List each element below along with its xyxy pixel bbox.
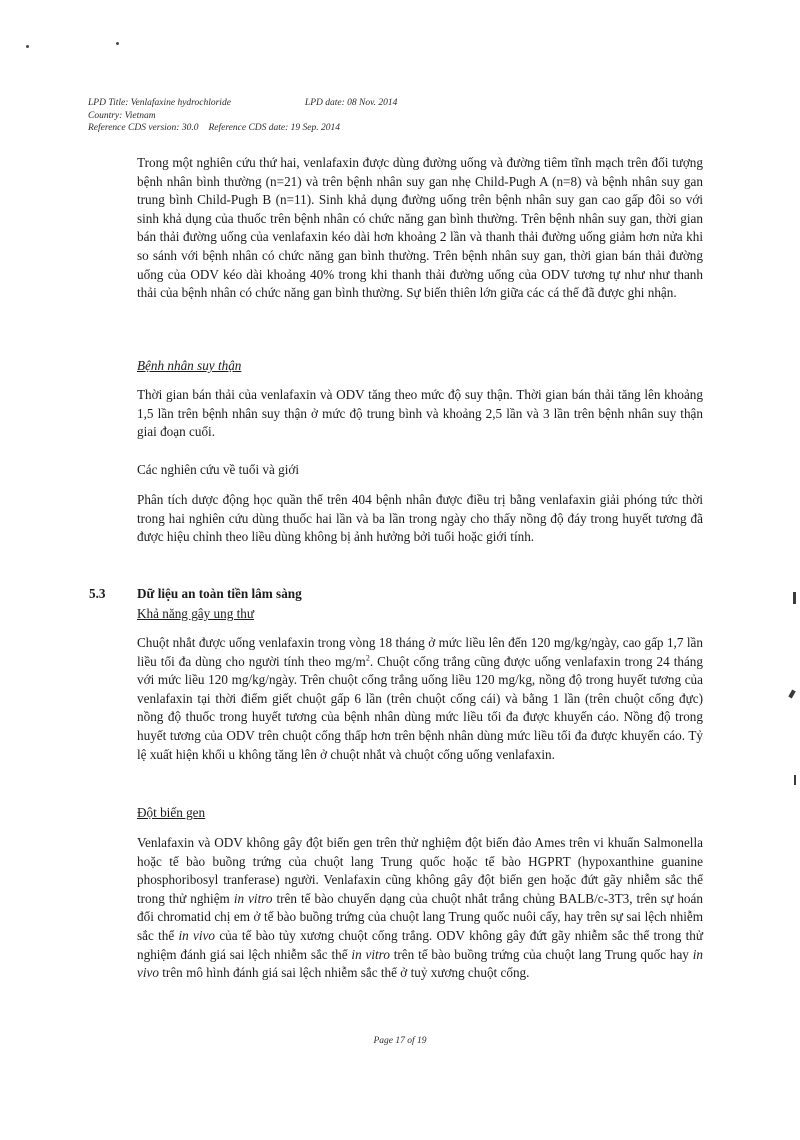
section-number: 5.3 (89, 586, 106, 601)
age-text: Phân tích dược động học quần thể trên 404 bệnh nhân được điều trị bằng venlafaxin giải phóng tức thời trong hai nghiên cứu dùng thuốc hai lần và ba lần trong ngày cho thấy nồng độ đáy trong huyết tương đã được hiệu chỉnh theo liều dùng không bị ảnh hưởng bởi tuổi hoặc giới tính. (137, 492, 703, 545)
header-title: LPD Title: Venlafaxine hydrochloride (88, 98, 231, 108)
section-title: Dữ liệu an toàn tiền lâm sàng (137, 586, 302, 601)
italic-term: in vivo (178, 927, 216, 943)
mutation-text-part: trên mô hình đánh giá sai lệch nhiễm sắc thể ở tuỷ xương chuột cống. (158, 965, 530, 981)
carcinogen-text-part: . Chuột cống trắng cũng được uống venlafaxin trong 24 tháng với mức liều 120 mg/kg/ngày. Trên chuột cống trắng uống liều 120 mg/kg, nồng độ trong huyết tương của venlafaxin tại thời điểm giết chuột gấp 6 lần (trên chuột cống cái) và bằng 1 lần (trên chuột cống đực) nồng độ thuốc trong huyết tương của bệnh nhân dùng mức liều tối đa được khuyến cáo. Nồng độ trong huyết tương của ODV trên chuột cống thấp hơn trên bệnh nhân dùng mức liều tối đa được khuyến cáo. Tỷ lệ xuất hiện khối u không tăng lên ở chuột nhắt và chuột cống uống venlafaxin. (137, 653, 703, 762)
header-ref-date: Reference CDS date: 19 Sep. 2014 (208, 123, 341, 133)
age-paragraph (137, 491, 703, 547)
italic-term: in vivo (137, 946, 703, 981)
header-country: Country: Vietnam (88, 110, 156, 121)
renal-text: Thời gian bán thải của venlafaxin và ODV tăng theo mức độ suy thận. Thời gian bán thải tăng lên khoảng 1,5 lần trên bệnh nhân suy thận ở mức độ trung bình và khoảng 2,5 lần và 3 lần trên bệnh nhân suy thận giai đoạn cuối. (137, 387, 703, 440)
mutation-text-part: Venlafaxin và ODV không gây đột biến gen trên thử nghiệm đột biến đảo Ames trên vi khuẩn Salmonella hoặc tế bào buồng trứng của chuột lang Trung quốc hoặc tế bào HGPRT (hypoxanthine guanine phosphoribosyl tranferase) người. Venlafaxin cũng không gây đột biến gen hoặc đứt gãy nhiễm sắc thể trong thử nghiệm (137, 835, 703, 906)
hepatic-paragraph (137, 154, 703, 303)
carcinogen-heading: Khả năng gây ung thư (137, 606, 255, 621)
mutation-paragraph (137, 834, 703, 983)
superscript-2: 2 (365, 653, 370, 663)
scan-speck (116, 42, 119, 45)
mutation-heading: Đột biến gen (137, 805, 206, 820)
mutation-text (137, 834, 703, 983)
renal-heading: Bệnh nhân suy thận (137, 358, 242, 373)
italic-term: in vitro (351, 946, 390, 962)
scan-speck (26, 45, 29, 48)
header-date: LPD date: 08 Nov. 2014 (304, 98, 398, 108)
page-number: Page 17 of 19 (373, 1036, 427, 1046)
scan-edge-mark (794, 775, 796, 785)
italic-term: in vitro (233, 890, 273, 906)
mutation-text-part: trên tế bào chuyển dạng của chuột nhắt trắng chủng BALB/c-3T3, trên sự hoán đổi chromatid chị em ở tế bào buồng trứng của chuột lang Trung quốc nuôi cấy, hay trên sự sai lệch nhiễm sắc thể (137, 890, 703, 943)
hepatic-text: Trong một nghiên cứu thứ hai, venlafaxin được dùng đường uống và đường tiêm tĩnh mạch trên đối tượng bệnh nhân bình thường (n=21) và trên bệnh nhân suy gan nhẹ Child-Pugh A (n=8) và bệnh nhân suy gan trung bình Child-Pugh B (n=11). Sinh khả dụng đường uống trên bệnh nhân suy gan cao gấp đôi so với sinh khả dụng của thuốc trên bệnh nhân có chức năng gan bình thường. Trên bệnh nhân suy gan, thời gian bán thải đường uống của venlafaxin kéo dài hơn khoảng 2 lần và thanh thải đường uống giảm hơn nửa khi so sánh với bệnh nhân có chức năng gan bình thường. Trên bệnh nhân suy gan, thời gian bán thải đường uống của ODV kéo dài khoảng 40% trong khi thanh thải đường uống của ODV tương tự như như thanh thải của bệnh nhân có chức năng gan bình thường. Sự biến thiên lớn giữa các cá thể đã được ghi nhận. (137, 155, 703, 301)
carcinogen-text-part: Chuột nhắt được uống venlafaxin trong vòng 18 tháng ở mức liều lên đến 120 mg/kg/ngày, cao gấp 1,7 lần liều tối đa dùng cho người tính theo mg/m (137, 635, 703, 669)
header-ref-version: Reference CDS version: 30.0 (88, 123, 199, 133)
scan-edge-mark (793, 592, 796, 604)
mutation-text-part: của tế bào tủy xương chuột cống trắng. ODV không gây đứt gãy nhiễm sắc thể trong thử nghiệm đánh giá sai lệch nhiễm sắc thể (137, 927, 703, 962)
age-heading: Các nghiên cứu về tuổi và giới (137, 462, 300, 477)
carcinogen-paragraph (137, 634, 703, 764)
renal-paragraph (137, 386, 703, 442)
mutation-text-part: trên tế bào buồng trứng của chuột lang Trung quốc hay (389, 946, 693, 962)
scan-edge-mark (788, 690, 795, 699)
carcinogen-text (137, 634, 703, 764)
document-header (88, 97, 397, 135)
